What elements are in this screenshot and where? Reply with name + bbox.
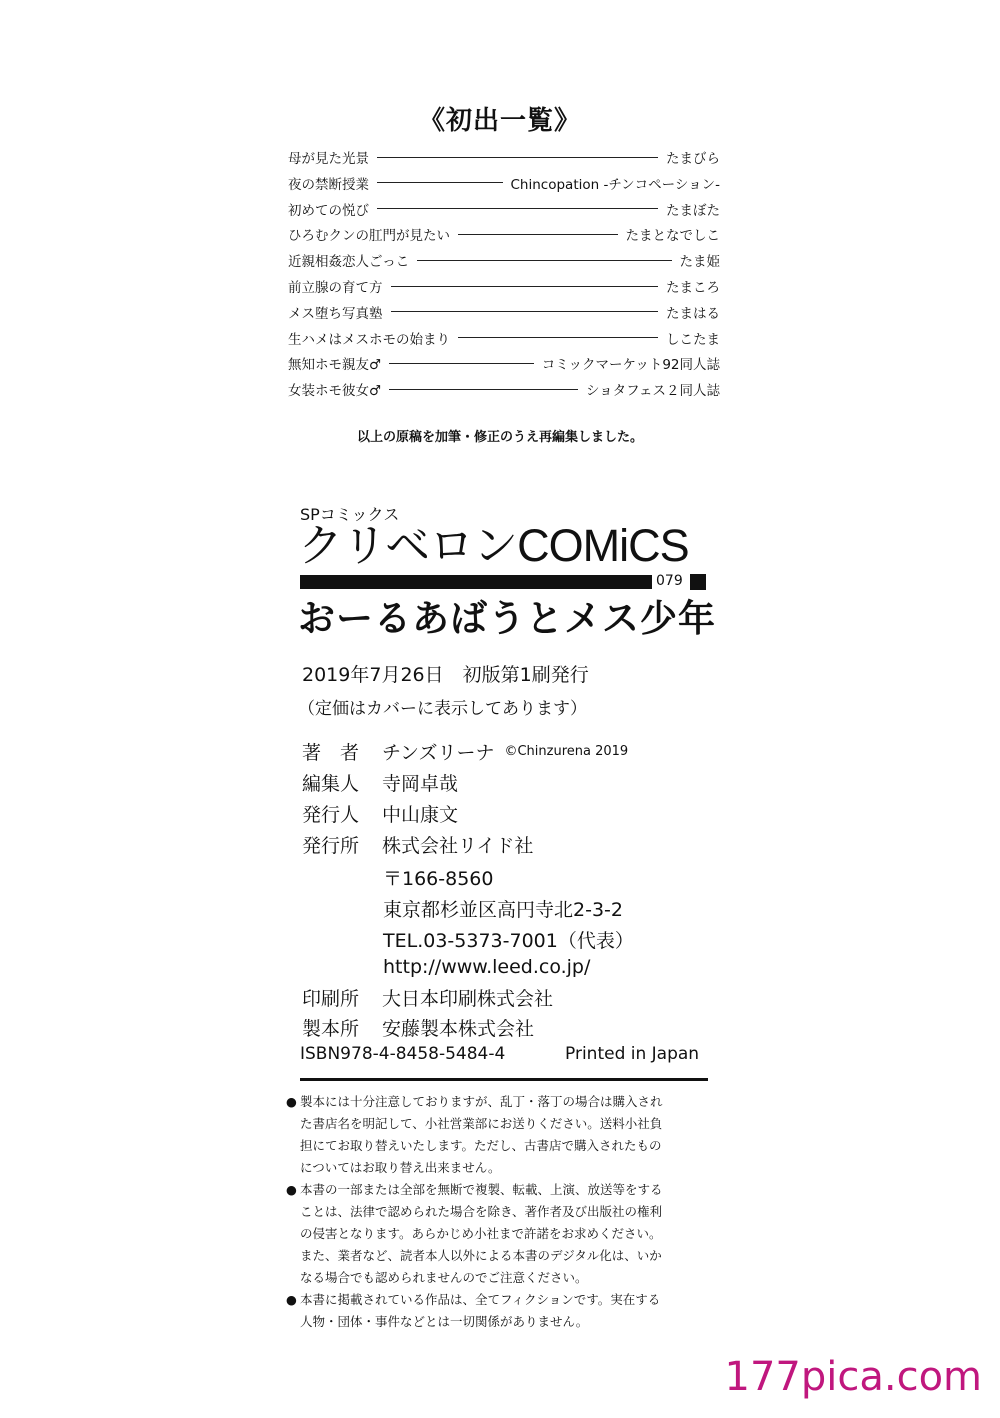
notice-paragraph: [286, 1179, 726, 1289]
toc-title: 《初出一覧》: [418, 106, 581, 136]
copyright: ©Chinzurena 2019: [504, 743, 629, 759]
notice-text: 人物・団体・事件などとは一切関係がありません。: [300, 1314, 589, 1329]
toc-leader-line: [389, 363, 534, 364]
publishing-house-row: [302, 829, 533, 859]
toc-entry-source: たま姫: [679, 254, 720, 271]
author-row: [302, 736, 628, 766]
notice-line: [286, 1223, 726, 1245]
website-url: http://www.leed.co.jp/: [383, 956, 591, 978]
toc-entry: [288, 273, 720, 299]
notice-paragraph: [286, 1289, 726, 1333]
toc-entry: [288, 221, 720, 247]
notice-line: [286, 1113, 726, 1135]
toc-entry-source: ショタフェス２同人誌: [585, 383, 720, 400]
toc-leader-line: [417, 260, 671, 261]
toc-entry: [288, 299, 720, 325]
label-bar: [300, 575, 652, 589]
toc-entry: [288, 325, 720, 351]
binder-value: 安藤製本株式会社: [382, 1017, 535, 1040]
notice-line: [286, 1289, 726, 1311]
label-name: クリベロンCOMiCS: [298, 520, 689, 571]
publication-date: 2019年7月26日 初版第1刷発行: [302, 664, 589, 686]
toc-entry: [288, 376, 720, 402]
toc-entry-source: たまころ: [666, 280, 720, 296]
author-key: 著 者: [302, 741, 360, 764]
publisher-row: [302, 798, 458, 828]
notice-bullet: ●: [286, 1094, 297, 1109]
toc-entry: [288, 196, 720, 222]
notice-text: ことは、法律で認められた場合を除き、著作者及び出版社の権利: [300, 1204, 663, 1219]
watermark: 177pica.com: [724, 1354, 982, 1400]
address: 東京都杉並区高円寺北2-3-2: [383, 899, 623, 921]
notice-text: 製本には十分注意しておりますが、乱丁・落丁の場合は購入され: [300, 1094, 663, 1109]
editor-key: 編集人: [302, 772, 360, 795]
toc-note: 以上の原稿を加筆・修正のうえ再編集しました。: [356, 430, 643, 445]
notice-line: [286, 1201, 726, 1223]
toc-entry-title: ひろむクンの肛門が見たい: [288, 228, 450, 245]
toc-leader-line: [458, 234, 618, 235]
toc-entry-source: たまとなでしこ: [625, 228, 720, 245]
toc-entry-source: たまびら: [666, 151, 720, 167]
notice-line: [286, 1091, 726, 1113]
toc-entry-title: 近親相姦恋人ごっこ: [288, 254, 410, 271]
toc-entry-source: たまぼた: [666, 202, 720, 219]
toc-entry-title: 初めての悦び: [288, 202, 369, 219]
notice-paragraph: [286, 1091, 726, 1179]
publisher-key: 発行人: [302, 803, 360, 826]
editor-row: [302, 767, 458, 797]
publishing-house-key: 発行所: [302, 834, 360, 857]
toc-entry-title: 女装ホモ彼女♂: [288, 383, 382, 400]
notice-line: [286, 1245, 726, 1267]
notice-text: 担にてお取り替えいたします。ただし、古書店で購入されたもの: [300, 1138, 662, 1153]
notice-text: の侵害となります。あらかじめ小社まで許諾をお求めください。: [300, 1226, 662, 1241]
notice-line: [286, 1311, 726, 1333]
toc-entry-source: コミックマーケット92同人誌: [541, 357, 720, 374]
notice-text: また、業者など、読者本人以外による本書のデジタル化は、いか: [300, 1248, 662, 1263]
isbn: ISBN978-4-8458-5484-4: [300, 1044, 506, 1064]
notice-bullet: ●: [286, 1182, 297, 1197]
printed-in: Printed in Japan: [565, 1044, 700, 1064]
editor-value: 寺岡卓哉: [382, 772, 459, 795]
binder-key: 製本所: [302, 1017, 360, 1040]
price-note: （定価はカバーに表示してあります）: [298, 699, 587, 719]
toc-leader-line: [391, 286, 659, 287]
notice-text: 本書に掲載されている作品は、全てフィクションです。実在する: [300, 1292, 661, 1307]
notice-text: についてはお取り替え出来ません。: [300, 1160, 501, 1175]
notice-text: 本書の一部または全部を無断で複製、転載、上演、放送等をする: [300, 1182, 663, 1197]
notice-line: [286, 1179, 726, 1201]
toc-entry-title: 夜の禁断授業: [288, 176, 369, 193]
separator-rule: [300, 1078, 708, 1081]
toc-entry: [288, 170, 720, 196]
printer-key: 印刷所: [302, 987, 360, 1010]
label-square: [690, 574, 706, 590]
notice-line: [286, 1157, 726, 1179]
toc-leader-line: [458, 337, 658, 338]
toc-entry: [288, 247, 720, 273]
notice-text: た書店名を明記して、小社営業部にお送りください。送料小社負: [300, 1116, 663, 1131]
toc-leader-line: [377, 182, 503, 183]
publishing-house-value: 株式会社リイド社: [382, 834, 534, 857]
toc-entry: [288, 350, 720, 376]
printer-value: 大日本印刷株式会社: [382, 987, 554, 1010]
toc-entry-title: 前立腺の育て方: [288, 280, 383, 296]
toc-leader-line: [377, 208, 658, 209]
toc-leader-line: [391, 311, 659, 312]
toc-entry-title: 生ハメはメスホモの始まり: [288, 331, 450, 348]
toc-entry-source: しこたま: [666, 331, 720, 348]
toc-entry-source: Chincopation -チンコペーション-: [510, 176, 720, 193]
printer-row: [302, 982, 553, 1012]
toc-leader-line: [377, 157, 658, 158]
telephone: TEL.03-5373-7001（代表）: [383, 930, 634, 952]
series-name: SPコミックス: [300, 505, 400, 524]
author-value: チンズリーナ: [382, 741, 495, 764]
toc-entry-title: 母が見た光景: [288, 151, 369, 167]
notice-bullet: ●: [286, 1292, 297, 1307]
notice-text: なる場合でも認められませんのでご注意ください。: [300, 1270, 588, 1285]
toc-entry: [288, 144, 720, 170]
postal-code: 〒166-8560: [383, 868, 494, 890]
toc-entry-title: 無知ホモ親友♂: [288, 357, 382, 374]
binder-row: [302, 1012, 534, 1042]
notice-line: [286, 1267, 726, 1289]
toc-entry-source: たまはる: [666, 305, 720, 322]
notice-line: [286, 1135, 726, 1157]
publisher-value: 中山康文: [382, 803, 459, 826]
book-title: おーるあばうとメス少年: [298, 597, 716, 640]
toc-leader-line: [389, 389, 578, 390]
toc-entry-title: メス堕ち写真塾: [288, 305, 383, 322]
label-number: 079: [656, 573, 683, 589]
